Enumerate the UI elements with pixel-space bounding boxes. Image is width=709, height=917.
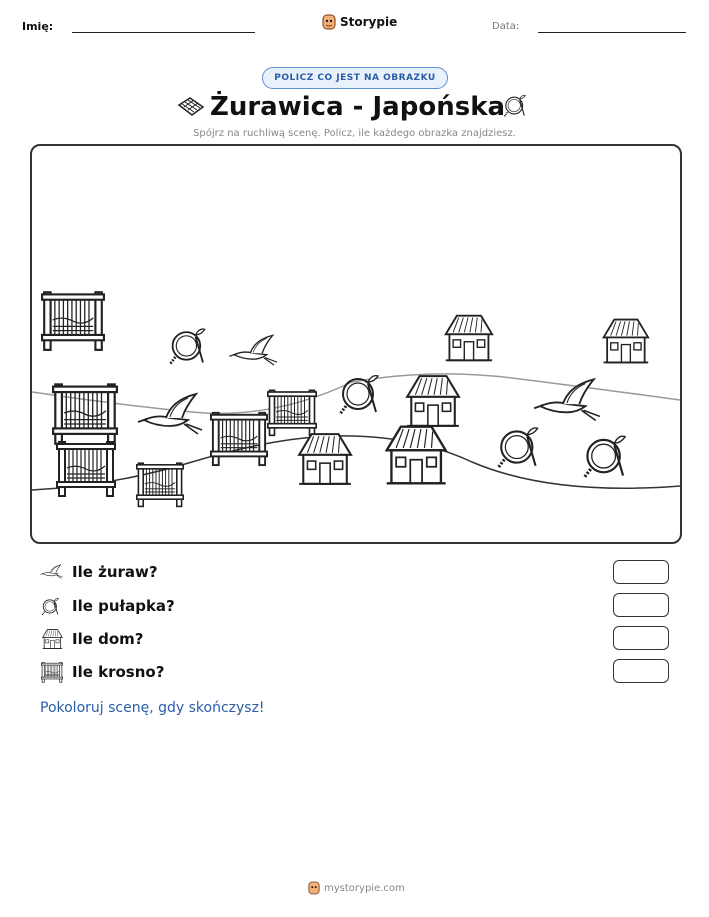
trap-title-icon <box>503 91 531 119</box>
question-house <box>40 627 144 651</box>
loom-1 <box>42 292 104 350</box>
loom-4 <box>137 463 183 506</box>
house-5 <box>387 427 446 484</box>
answer-box-house[interactable] <box>613 626 669 650</box>
answer-box-crane[interactable] <box>613 560 669 584</box>
loom-3 <box>57 442 115 496</box>
subtitle: Spójrz na ruchliwą scenę. Policz, ile każdego obrazka znajdziesz. <box>193 128 516 139</box>
logo-text: Storypie <box>340 15 398 29</box>
trap-icon <box>40 595 64 617</box>
loom-icon <box>40 661 64 683</box>
house-4 <box>299 434 351 484</box>
date-line[interactable] <box>538 32 686 33</box>
page-title: Żurawica - Japońska <box>210 92 506 122</box>
name-label: Imię: <box>22 20 54 33</box>
loom-2 <box>53 384 117 443</box>
house-2 <box>604 320 649 363</box>
loom-title-icon <box>176 95 206 119</box>
coloring-note: Pokoloruj scenę, gdy skończysz! <box>40 700 265 716</box>
crane-2 <box>138 394 202 434</box>
trap-1 <box>170 329 205 364</box>
footer <box>308 881 405 895</box>
crane-icon <box>40 561 64 583</box>
trap-4 <box>584 436 625 477</box>
question-loom <box>40 660 164 684</box>
loom-5 <box>211 413 267 465</box>
question-trap-label: Ile pułapka? <box>72 597 175 615</box>
question-house-label: Ile dom? <box>72 630 144 648</box>
question-loom-label: Ile krosno? <box>72 663 165 681</box>
storypie-logo <box>322 14 397 30</box>
hill-line-front <box>32 436 680 490</box>
storypie-mascot-icon <box>322 14 336 30</box>
storypie-mascot-icon <box>308 881 320 895</box>
count-badge: POLICZ CO JEST NA OBRAZKU <box>262 67 448 89</box>
scene-illustration <box>32 146 680 542</box>
question-trap <box>40 594 175 618</box>
date-label: Data: <box>492 21 520 32</box>
question-crane <box>40 560 158 584</box>
answer-box-loom[interactable] <box>613 659 669 683</box>
answer-box-trap[interactable] <box>613 593 669 617</box>
loom-6 <box>268 390 316 435</box>
trap-3 <box>498 428 538 468</box>
footer-url[interactable]: mystorypie.com <box>324 882 405 894</box>
house-3 <box>407 376 459 426</box>
crane-1 <box>229 335 277 365</box>
house-icon <box>40 628 64 650</box>
scene-frame <box>30 144 682 544</box>
house-1 <box>446 316 492 361</box>
name-line[interactable] <box>72 32 255 33</box>
question-crane-label: Ile żuraw? <box>72 563 158 581</box>
